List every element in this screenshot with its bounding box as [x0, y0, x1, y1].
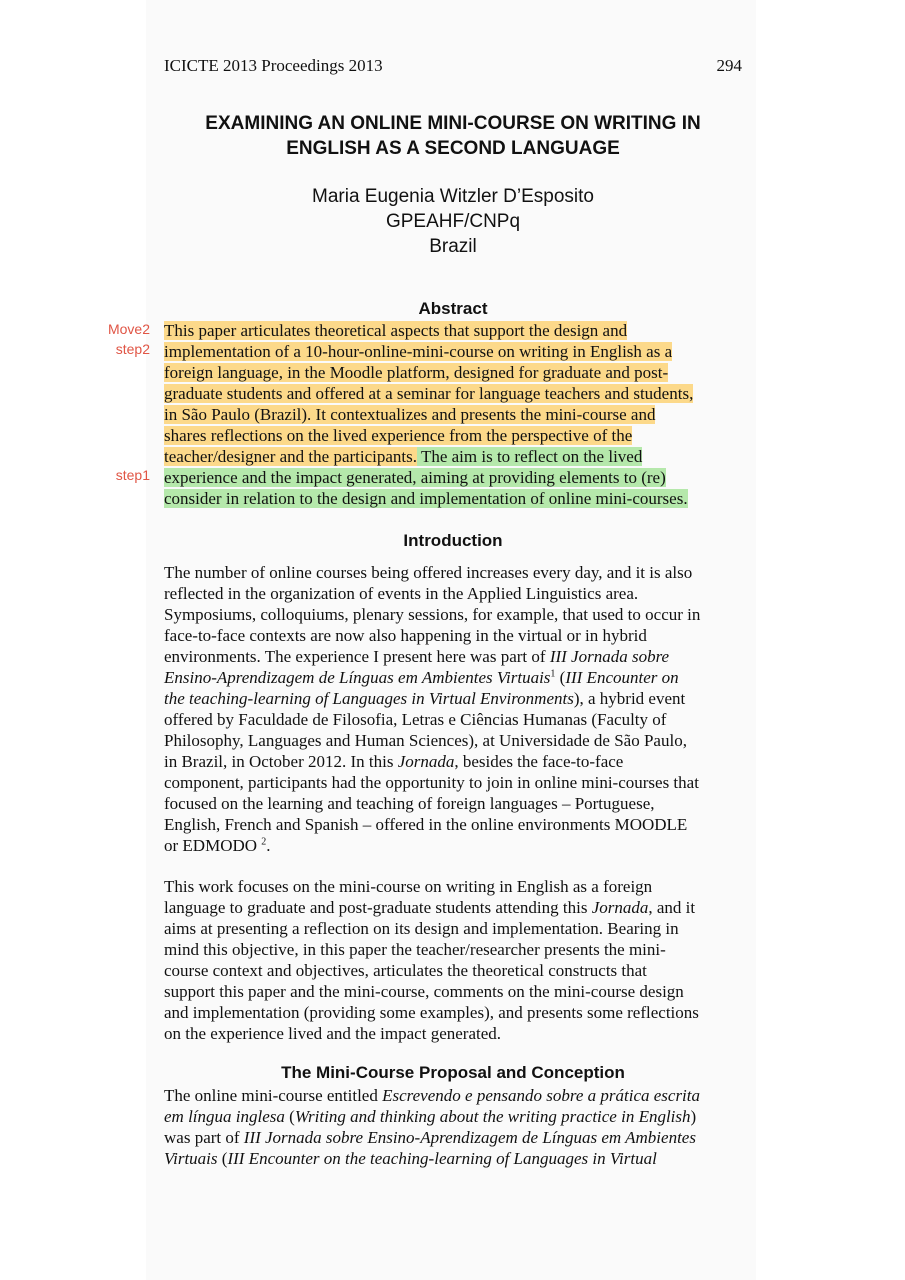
abstract-heading: Abstract	[418, 299, 488, 318]
abstract-line: graduate students and offered at a seminar for language teachers and students,	[164, 384, 694, 403]
author-name: Maria Eugenia Witzler D’Esposito	[312, 186, 594, 207]
text-line: component, participants had the opportunity to join in online mini-courses that	[164, 773, 699, 792]
footnote-ref-2[interactable]: 2	[261, 836, 267, 848]
annotation-step2: step2	[115, 341, 150, 357]
proceedings-label: ICICTE 2013 Proceedings 2013	[164, 56, 383, 75]
intro-paragraph-2	[164, 876, 742, 1044]
annotation-move2: Move2	[107, 321, 150, 337]
title-line-1: EXAMINING AN ONLINE MINI-COURSE ON WRITING IN	[205, 113, 701, 134]
text-line: environments. The experience I present here was part of III Jornada sobre	[164, 647, 670, 666]
text-line: em língua inglesa (Writing and thinking about the writing practice in English)	[164, 1107, 697, 1126]
minicourse-heading: The Mini-Course Proposal and Conception	[281, 1063, 625, 1082]
text-line: English, French and Spanish – offered in the online environments MOODLE	[164, 815, 688, 834]
abstract-line: This paper articulates theoretical aspects that support the design and	[164, 321, 628, 340]
author-affiliation: GPEAHF/CNPq	[385, 211, 521, 232]
abstract-line: in São Paulo (Brazil). It contextualizes and presents the mini-course and	[164, 405, 656, 424]
text-line: Symposiums, colloquiums, plenary sessions, for example, that used to occur in	[164, 605, 701, 624]
text-line: Philosophy, Languages and Human Sciences), at Universidade de São Paulo,	[164, 731, 687, 750]
page-number: 294	[716, 56, 742, 75]
text-line: The online mini-course entitled Escrevendo e pensando sobre a prática escrita	[164, 1086, 701, 1105]
text-line: on the experience lived and the impact generated.	[164, 1024, 502, 1043]
abstract-line: consider in relation to the design and implementation of online mini-courses.	[164, 489, 688, 508]
author-block	[164, 184, 742, 259]
abstract-line-aim: The aim is to reflect on the lived	[417, 447, 643, 466]
text-line: course context and objectives, articulates the theoretical constructs that	[164, 961, 647, 980]
text-line: reflected in the organization of events in the Applied Linguistics area.	[164, 584, 639, 603]
abstract-line: implementation of a 10-hour-online-mini-course on writing in English as a	[164, 342, 673, 361]
abstract-line: foreign language, in the Moodle platform, designed for graduate and post-	[164, 363, 669, 382]
text-line: support this paper and the mini-course, comments on the mini-course design	[164, 982, 684, 1001]
text-line: Virtuais (III Encounter on the teaching-learning of Languages in Virtual	[164, 1149, 657, 1168]
text-line: focused on the learning and teaching of foreign languages – Portuguese,	[164, 794, 655, 813]
text-line: or EDMODO $^2$.	[164, 836, 271, 855]
text-line: aims at presenting a reflection on its design and implementation. Bearing in	[164, 919, 679, 938]
text-line: in Brazil, in October 2012. In this Jornada, besides the face-to-face	[164, 752, 624, 771]
text-line: face-to-face contexts are now also happening in the virtual or in hybrid	[164, 626, 647, 645]
text-line: offered by Faculdade de Filosofia, Letras e Ciências Humanas (Faculty of	[164, 710, 667, 729]
abstract-line: shares reflections on the lived experience from the perspective of the	[164, 426, 633, 445]
intro-paragraph-1	[164, 562, 742, 856]
introduction-heading: Introduction	[403, 531, 503, 550]
abstract-text	[164, 320, 742, 509]
annotation-step1: step1	[115, 467, 150, 483]
text-line: Ensino-Aprendizagem de Línguas em Ambientes Virtuais$^1$ (III Encounter on	[164, 668, 679, 687]
text-line: language to graduate and post-graduate students attending this Jornada, and it	[164, 898, 696, 917]
abstract-line: teacher/designer and the participants.	[164, 447, 417, 466]
text-line: This work focuses on the mini-course on writing in English as a foreign	[164, 877, 653, 896]
author-country: Brazil	[429, 236, 477, 257]
paper-title	[164, 111, 742, 161]
text-line: was part of III Jornada sobre Ensino-Aprendizagem de Línguas em Ambientes	[164, 1128, 696, 1147]
text-line: the teaching-learning of Languages in Virtual Environments), a hybrid event	[164, 689, 686, 708]
text-line: and implementation (providing some examples), and presents some reflections	[164, 1003, 699, 1022]
minicourse-paragraph	[164, 1085, 742, 1169]
title-line-2: ENGLISH AS A SECOND LANGUAGE	[286, 138, 620, 159]
abstract-line: experience and the impact generated, aiming at providing elements to (re)	[164, 468, 666, 487]
text-line: mind this objective, in this paper the teacher/researcher presents the mini-	[164, 940, 666, 959]
footnote-ref-1[interactable]: 1	[550, 668, 556, 680]
running-header	[164, 56, 742, 76]
text-line: The number of online courses being offered increases every day, and it is also	[164, 563, 693, 582]
